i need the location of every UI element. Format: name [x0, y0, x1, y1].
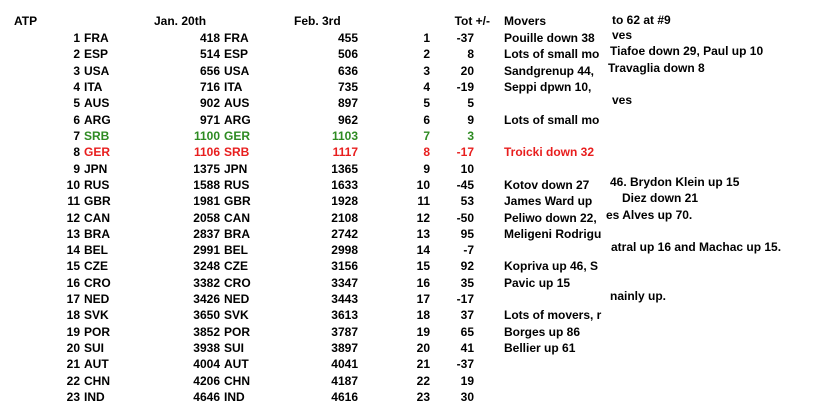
delta-cell: 9 — [467, 112, 474, 127]
rank-feb-cell: 12 — [416, 210, 430, 225]
rank-feb-cell: 14 — [416, 243, 430, 258]
country-feb-cell: ITA — [224, 79, 243, 94]
points-jan-cell: 716 — [199, 79, 220, 94]
points-feb-cell: 3347 — [331, 275, 358, 290]
country-feb-cell: USA — [224, 63, 250, 78]
delta-cell: -45 — [456, 177, 474, 192]
points-feb-cell: 4041 — [331, 357, 358, 372]
country-feb-cell: CHN — [224, 373, 250, 388]
points-jan-cell: 418 — [199, 31, 220, 45]
rank-feb-cell: 11 — [417, 194, 430, 209]
points-feb-cell: 3897 — [331, 341, 358, 356]
rank-cell: 18 — [66, 308, 80, 323]
mover-note: Pouille down 38 — [504, 30, 610, 46]
delta-cell: -17 — [456, 145, 474, 160]
mover-note: Seppi dpwn 10, — [504, 79, 610, 95]
points-feb-cell: 1103 — [331, 128, 358, 143]
country-jan-cell: SUI — [84, 341, 105, 356]
delta-cell: -19 — [456, 79, 474, 94]
points-jan-cell: 4646 — [193, 390, 220, 405]
rank-cell: 13 — [66, 226, 80, 241]
overflow-note: es Alves up 70. — [606, 207, 693, 222]
points-jan-cell: 902 — [199, 96, 220, 111]
country-feb-cell: POR — [224, 324, 251, 339]
points-jan-cell: 1981 — [193, 194, 220, 209]
country-feb-cell: FRA — [224, 31, 249, 45]
rank-feb-cell: 18 — [416, 308, 430, 323]
rank-cell: 6 — [73, 112, 80, 127]
rank-feb-cell: 2 — [423, 47, 430, 62]
points-jan-cell: 2058 — [193, 210, 220, 225]
points-feb-cell: 506 — [337, 47, 358, 62]
delta-cell: 37 — [460, 308, 474, 323]
overflow-note: Tiafoe down 29, Paul up 10 — [610, 44, 764, 59]
mover-note: Meligeni Rodrigu — [504, 226, 610, 242]
rank-cell: 8 — [73, 145, 80, 160]
rank-feb-cell: 21 — [416, 357, 430, 372]
overflow-note: Diez down 21 — [622, 191, 699, 206]
country-jan-cell: BRA — [84, 226, 110, 241]
country-jan-cell: SVK — [84, 308, 109, 323]
country-jan-cell: CRO — [84, 275, 111, 290]
rank-cell: 20 — [66, 341, 80, 356]
points-jan-cell: 4004 — [193, 357, 220, 372]
mover-note: Sandgrenup 44, — [504, 63, 610, 79]
rank-feb-cell: 19 — [416, 324, 430, 339]
rank-feb-cell: 22 — [416, 373, 430, 388]
points-jan-cell: 3938 — [193, 341, 220, 356]
rank-feb-cell: 8 — [423, 145, 430, 160]
rank-cell: 9 — [73, 161, 80, 176]
country-jan-cell: ARG — [84, 112, 111, 127]
rank-feb-cell: 3 — [423, 63, 430, 78]
mover-note: Peliwo down 22, — [504, 210, 610, 226]
mover-note: Kotov down 27 — [504, 177, 610, 193]
rank-cell: 12 — [66, 210, 80, 225]
points-feb-cell: 2742 — [331, 226, 358, 241]
overflow-note: 46. Brydon Klein up 15 — [610, 174, 740, 189]
points-jan-cell: 3248 — [193, 259, 220, 274]
points-feb-cell: 1633 — [331, 177, 358, 192]
header-movers: Movers — [504, 14, 547, 28]
country-feb-cell: ESP — [224, 47, 249, 62]
points-jan-cell: 3382 — [193, 275, 220, 290]
points-feb-cell: 636 — [337, 63, 358, 78]
rank-cell: 3 — [73, 63, 80, 78]
rank-feb-cell: 5 — [423, 96, 430, 111]
country-feb-cell: SVK — [224, 308, 249, 323]
delta-cell: 92 — [460, 259, 474, 274]
points-jan-cell: 2837 — [193, 226, 220, 241]
rank-cell: 22 — [66, 373, 80, 388]
mover-note: Lots of small mo — [504, 112, 610, 128]
rank-cell: 1 — [73, 31, 80, 45]
points-feb-cell: 3443 — [331, 292, 358, 307]
rank-feb-cell: 13 — [416, 226, 430, 241]
header-jan: Jan. 20th — [154, 14, 207, 28]
delta-cell: 10 — [460, 161, 474, 176]
overflow-note: ves — [612, 28, 633, 43]
points-feb-cell: 2998 — [331, 243, 358, 258]
rank-feb-cell: 23 — [416, 390, 430, 405]
country-feb-cell: GER — [224, 128, 251, 143]
country-feb-cell: SUI — [224, 341, 245, 356]
mover-note: Pavic up 15 — [504, 275, 610, 291]
rank-cell: 14 — [66, 243, 80, 258]
country-jan-cell: AUT — [84, 357, 109, 372]
rank-cell: 16 — [66, 275, 80, 290]
country-jan-cell: BEL — [84, 243, 108, 258]
mover-note: Bellier up 61 — [504, 340, 610, 356]
rank-feb-cell: 9 — [423, 161, 430, 176]
country-feb-cell: IND — [224, 390, 245, 405]
rank-feb-cell: 16 — [416, 275, 430, 290]
country-feb-cell: JPN — [224, 161, 248, 176]
points-jan-cell: 3426 — [193, 292, 220, 307]
mover-note: Borges up 86 — [504, 324, 610, 340]
rank-cell: 17 — [66, 292, 80, 307]
overflow-note: Travaglia down 8 — [608, 60, 705, 75]
overflow-note: to 62 at #9 — [612, 12, 671, 27]
country-jan-cell: SRB — [84, 128, 110, 143]
delta-cell: 95 — [460, 226, 474, 241]
country-feb-cell: BRA — [224, 226, 250, 241]
overflow-note: ves — [612, 93, 633, 108]
country-jan-cell: AUS — [84, 96, 110, 111]
rank-cell: 2 — [73, 47, 80, 62]
header-tot: Tot +/- — [454, 14, 490, 28]
country-jan-cell: JPN — [84, 161, 108, 176]
country-jan-cell: GBR — [84, 194, 111, 209]
delta-cell: 8 — [467, 47, 474, 62]
points-feb-cell: 962 — [337, 112, 358, 127]
mover-note: Lots of movers, r — [504, 307, 610, 323]
rank-feb-cell: 15 — [416, 259, 430, 274]
rank-feb-cell: 1 — [423, 31, 430, 45]
points-feb-cell: 3613 — [331, 308, 358, 323]
mover-note: James Ward up — [504, 193, 610, 209]
country-feb-cell: AUT — [224, 357, 249, 372]
country-jan-cell: POR — [84, 324, 111, 339]
points-jan-cell: 4206 — [193, 373, 220, 388]
points-jan-cell: 3650 — [193, 308, 220, 323]
rank-feb-cell: 4 — [423, 79, 430, 94]
delta-cell: -7 — [463, 243, 474, 258]
delta-cell: -17 — [456, 292, 474, 307]
points-jan-cell: 1588 — [193, 177, 220, 192]
points-feb-cell: 3787 — [331, 324, 358, 339]
points-jan-cell: 3852 — [193, 324, 220, 339]
rank-feb-cell: 7 — [423, 128, 430, 143]
points-jan-cell: 1100 — [193, 128, 220, 143]
rank-cell: 23 — [66, 390, 80, 405]
country-jan-cell: CHN — [84, 373, 110, 388]
country-feb-cell: AUS — [224, 96, 250, 111]
points-feb-cell: 455 — [337, 31, 358, 45]
points-feb-cell: 897 — [337, 96, 358, 111]
points-jan-cell: 514 — [199, 47, 220, 62]
delta-cell: 20 — [460, 63, 474, 78]
country-feb-cell: ARG — [224, 112, 251, 127]
rank-cell: 10 — [66, 177, 80, 192]
country-feb-cell: GBR — [224, 194, 251, 209]
delta-cell: 3 — [467, 128, 474, 143]
delta-cell: 53 — [460, 194, 474, 209]
points-jan-cell: 1106 — [193, 145, 220, 160]
overflow-note: atral up 16 and Machac up 15. — [611, 240, 782, 255]
points-feb-cell: 735 — [337, 79, 358, 94]
points-feb-cell: 1117 — [332, 145, 358, 160]
rank-cell: 11 — [67, 194, 80, 209]
country-jan-cell: USA — [84, 63, 110, 78]
delta-cell: 41 — [460, 341, 474, 356]
header-feb: Feb. 3rd — [294, 14, 341, 28]
points-feb-cell: 4187 — [331, 373, 358, 388]
points-jan-cell: 2991 — [193, 243, 220, 258]
points-feb-cell: 4616 — [331, 390, 358, 405]
delta-cell: 5 — [467, 96, 474, 111]
points-jan-cell: 656 — [199, 63, 220, 78]
country-feb-cell: NED — [224, 292, 250, 307]
rank-feb-cell: 17 — [416, 292, 430, 307]
country-feb-cell: CAN — [224, 210, 250, 225]
rank-cell: 7 — [73, 128, 80, 143]
rank-feb-cell: 20 — [416, 341, 430, 356]
country-feb-cell: BEL — [224, 243, 248, 258]
rank-cell: 21 — [66, 357, 80, 372]
points-feb-cell: 2108 — [331, 210, 358, 225]
points-feb-cell: 1365 — [331, 161, 358, 176]
rank-cell: 15 — [66, 259, 80, 274]
country-feb-cell: SRB — [224, 145, 250, 160]
delta-cell: 65 — [460, 324, 474, 339]
country-jan-cell: GER — [84, 145, 111, 160]
country-jan-cell: CZE — [84, 259, 108, 274]
country-feb-cell: RUS — [224, 177, 250, 192]
rank-cell: 5 — [73, 96, 80, 111]
delta-cell: 35 — [460, 275, 474, 290]
points-jan-cell: 971 — [199, 112, 220, 127]
mover-note: Lots of small mo — [504, 46, 610, 62]
country-jan-cell: FRA — [84, 31, 109, 45]
rank-feb-cell: 10 — [416, 177, 430, 192]
points-feb-cell: 1928 — [331, 194, 358, 209]
delta-cell: -50 — [456, 210, 474, 225]
country-jan-cell: CAN — [84, 210, 110, 225]
country-jan-cell: ITA — [84, 79, 103, 94]
rank-cell: 4 — [73, 79, 80, 94]
country-feb-cell: CZE — [224, 259, 248, 274]
mover-note: Kopriva up 46, S — [504, 258, 610, 274]
delta-cell: -37 — [456, 357, 474, 372]
header-atp: ATP — [14, 14, 38, 28]
country-jan-cell: ESP — [84, 47, 109, 62]
mover-note: Troicki down 32 — [504, 144, 610, 160]
country-jan-cell: RUS — [84, 177, 110, 192]
country-jan-cell: IND — [84, 390, 105, 405]
points-jan-cell: 1375 — [193, 161, 220, 176]
overflow-note: nainly up. — [610, 289, 667, 304]
delta-cell: -37 — [456, 31, 474, 45]
delta-cell: 30 — [460, 390, 474, 405]
points-feb-cell: 3156 — [331, 259, 358, 274]
rank-cell: 19 — [66, 324, 80, 339]
country-feb-cell: CRO — [224, 275, 251, 290]
country-jan-cell: NED — [84, 292, 110, 307]
rank-feb-cell: 6 — [423, 112, 430, 127]
delta-cell: 19 — [460, 373, 474, 388]
